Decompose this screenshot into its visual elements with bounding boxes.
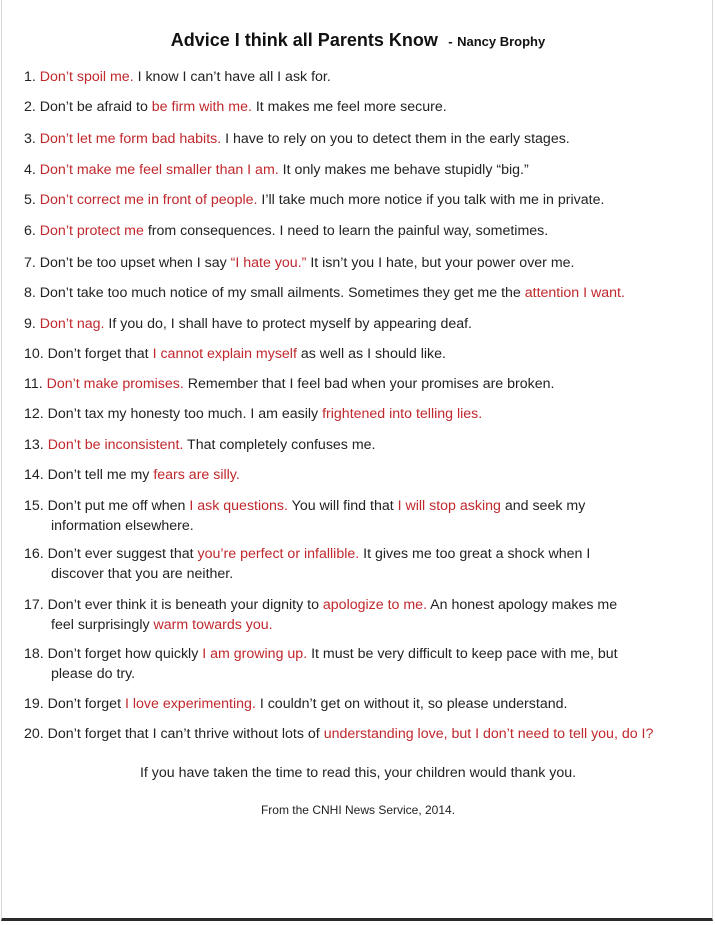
closing-line: If you have taken the time to read this, your children would thank you. (139, 765, 577, 781)
body-text: information elsewhere. (51, 518, 194, 534)
advice-item (24, 694, 704, 714)
advice-item (24, 129, 704, 149)
item-number: 7. (24, 255, 36, 271)
body-text: discover that you are neither. (51, 566, 234, 582)
body-text: That completely confuses me. (183, 437, 376, 453)
highlighted-text: attention I want. (524, 285, 625, 301)
advice-item (24, 435, 704, 455)
advice-line (24, 724, 704, 744)
highlighted-text: Don’t be inconsistent. (47, 437, 184, 453)
body-text: as well as I should like. (296, 346, 446, 362)
item-number: 9. (24, 316, 36, 332)
body-text: It makes me feel more secure. (251, 99, 447, 115)
item-number: 2. (24, 99, 36, 115)
advice-line (24, 344, 704, 364)
item-number: 11. (24, 376, 43, 392)
advice-line (24, 516, 704, 536)
body-text: Don’t tax my honesty too much. I am easily (43, 406, 323, 422)
highlighted-text: I cannot explain myself (152, 346, 297, 362)
highlighted-text: Don’t make promises. (46, 376, 184, 392)
advice-line (24, 97, 704, 117)
body-text: Don’t put me off when (43, 498, 190, 514)
advice-item (24, 190, 704, 210)
item-number: 3. (24, 131, 36, 147)
highlighted-text: Don’t let me form bad habits. (39, 131, 222, 147)
document-page (1, 0, 713, 921)
body-text: I know I can’t have all I ask for. (133, 69, 331, 85)
highlighted-text: be firm with me. (151, 99, 252, 115)
title-separator: - (448, 34, 453, 49)
advice-item (24, 221, 704, 241)
highlighted-text: I love experimenting. (124, 696, 256, 712)
highlighted-text: Don’t nag. (39, 316, 105, 332)
item-number: 4. (24, 162, 36, 178)
page-title (2, 30, 714, 51)
advice-item (24, 253, 704, 273)
item-number: 19. (24, 696, 44, 712)
advice-line (24, 544, 704, 564)
body-text: Don’t take too much notice of my small ailments. Sometimes they get me the (35, 285, 525, 301)
highlighted-text: Don’t correct me in front of people. (39, 192, 258, 208)
advice-item (24, 724, 704, 744)
advice-item (24, 465, 704, 485)
advice-line (24, 694, 704, 714)
body-text: If you do, I shall have to protect myself by appearing deaf. (104, 316, 472, 332)
item-number: 6. (24, 223, 36, 239)
highlighted-text: I ask questions. (189, 498, 288, 514)
body-text: I’ll take much more notice if you talk with me in private. (257, 192, 605, 208)
advice-item (24, 496, 704, 536)
body-text: An honest apology makes me (427, 597, 618, 613)
body-text: It isn’t you I hate, but your power over me. (306, 255, 575, 271)
advice-line (24, 496, 704, 516)
body-text: I couldn’t get on without it, so please understand. (255, 696, 568, 712)
advice-line (24, 465, 704, 485)
body-text: Don’t forget that I can’t thrive without lots of (43, 726, 324, 742)
advice-line (24, 253, 704, 273)
advice-item (24, 283, 704, 303)
body-text: feel surprisingly (51, 617, 154, 633)
body-text: from consequences. I need to learn the painful way, sometimes. (143, 223, 549, 239)
advice-item (24, 374, 704, 394)
item-number: 16. (24, 546, 44, 562)
body-text: Don’t forget (43, 696, 125, 712)
advice-item (24, 404, 704, 424)
body-text: It must be very difficult to keep pace with me, but (307, 646, 618, 662)
body-text: You will find that (287, 498, 398, 514)
advice-line (24, 595, 704, 615)
advice-line (24, 67, 704, 87)
item-number: 13. (24, 437, 44, 453)
body-text: Don’t ever suggest that (43, 546, 198, 562)
body-text: Don’t tell me my (43, 467, 154, 483)
highlighted-text: Don’t make me feel smaller than I am. (39, 162, 279, 178)
highlighted-text: fears are silly. (153, 467, 240, 483)
advice-line (24, 190, 704, 210)
title-author: Nancy Brophy (457, 34, 546, 49)
advice-item (24, 644, 704, 684)
item-number: 5. (24, 192, 36, 208)
highlighted-text: you’re perfect or infallible. (197, 546, 360, 562)
advice-line (24, 314, 704, 334)
item-number: 1. (24, 69, 36, 85)
advice-item (24, 160, 704, 180)
highlighted-text: warm towards you. (153, 617, 273, 633)
body-text: Don’t be afraid to (35, 99, 152, 115)
highlighted-text: frightened into telling lies. (322, 406, 483, 422)
item-number: 17. (24, 597, 44, 613)
item-number: 10. (24, 346, 44, 362)
advice-line (24, 404, 704, 424)
body-text: and seek my (500, 498, 586, 514)
highlighted-text: Don’t protect me (39, 223, 144, 239)
body-text: Don’t be too upset when I say (35, 255, 231, 271)
highlighted-text: apologize to me. (322, 597, 428, 613)
body-text: It only makes me behave stupidly “big.” (278, 162, 529, 178)
advice-item (24, 595, 704, 635)
item-number: 14. (24, 467, 44, 483)
body-text: Don’t forget that (43, 346, 153, 362)
body-text: please do try. (51, 666, 136, 682)
advice-line (24, 283, 704, 303)
highlighted-text: I am growing up. (202, 646, 308, 662)
advice-item (24, 67, 704, 87)
advice-item (24, 544, 704, 584)
item-number: 8. (24, 285, 36, 301)
advice-line (24, 129, 704, 149)
title-text: Advice I think all Parents Know (170, 30, 438, 50)
item-number: 12. (24, 406, 44, 422)
advice-line (24, 221, 704, 241)
highlighted-text: Don’t spoil me. (39, 69, 134, 85)
highlighted-text: understanding love, but I don’t need to tell you, do I? (323, 726, 654, 742)
source-credit: From the CNHI News Service, 2014. (260, 803, 456, 817)
item-number: 15. (24, 498, 44, 514)
advice-line (24, 615, 704, 635)
highlighted-text: I will stop asking (397, 498, 501, 514)
advice-line (24, 564, 704, 584)
body-text: Don’t ever think it is beneath your dignity to (43, 597, 323, 613)
advice-line (24, 374, 704, 394)
advice-line (24, 435, 704, 455)
highlighted-text: “I hate you.” (230, 255, 307, 271)
advice-line (24, 160, 704, 180)
body-text: I have to rely on you to detect them in the early stages. (221, 131, 570, 147)
item-number: 18. (24, 646, 44, 662)
advice-item (24, 344, 704, 364)
advice-item (24, 97, 704, 117)
advice-item (24, 314, 704, 334)
body-text: Don’t forget how quickly (43, 646, 203, 662)
body-text: It gives me too great a shock when I (359, 546, 591, 562)
advice-line (24, 664, 704, 684)
item-number: 20. (24, 726, 44, 742)
body-text: Remember that I feel bad when your promises are broken. (183, 376, 555, 392)
advice-line (24, 644, 704, 664)
